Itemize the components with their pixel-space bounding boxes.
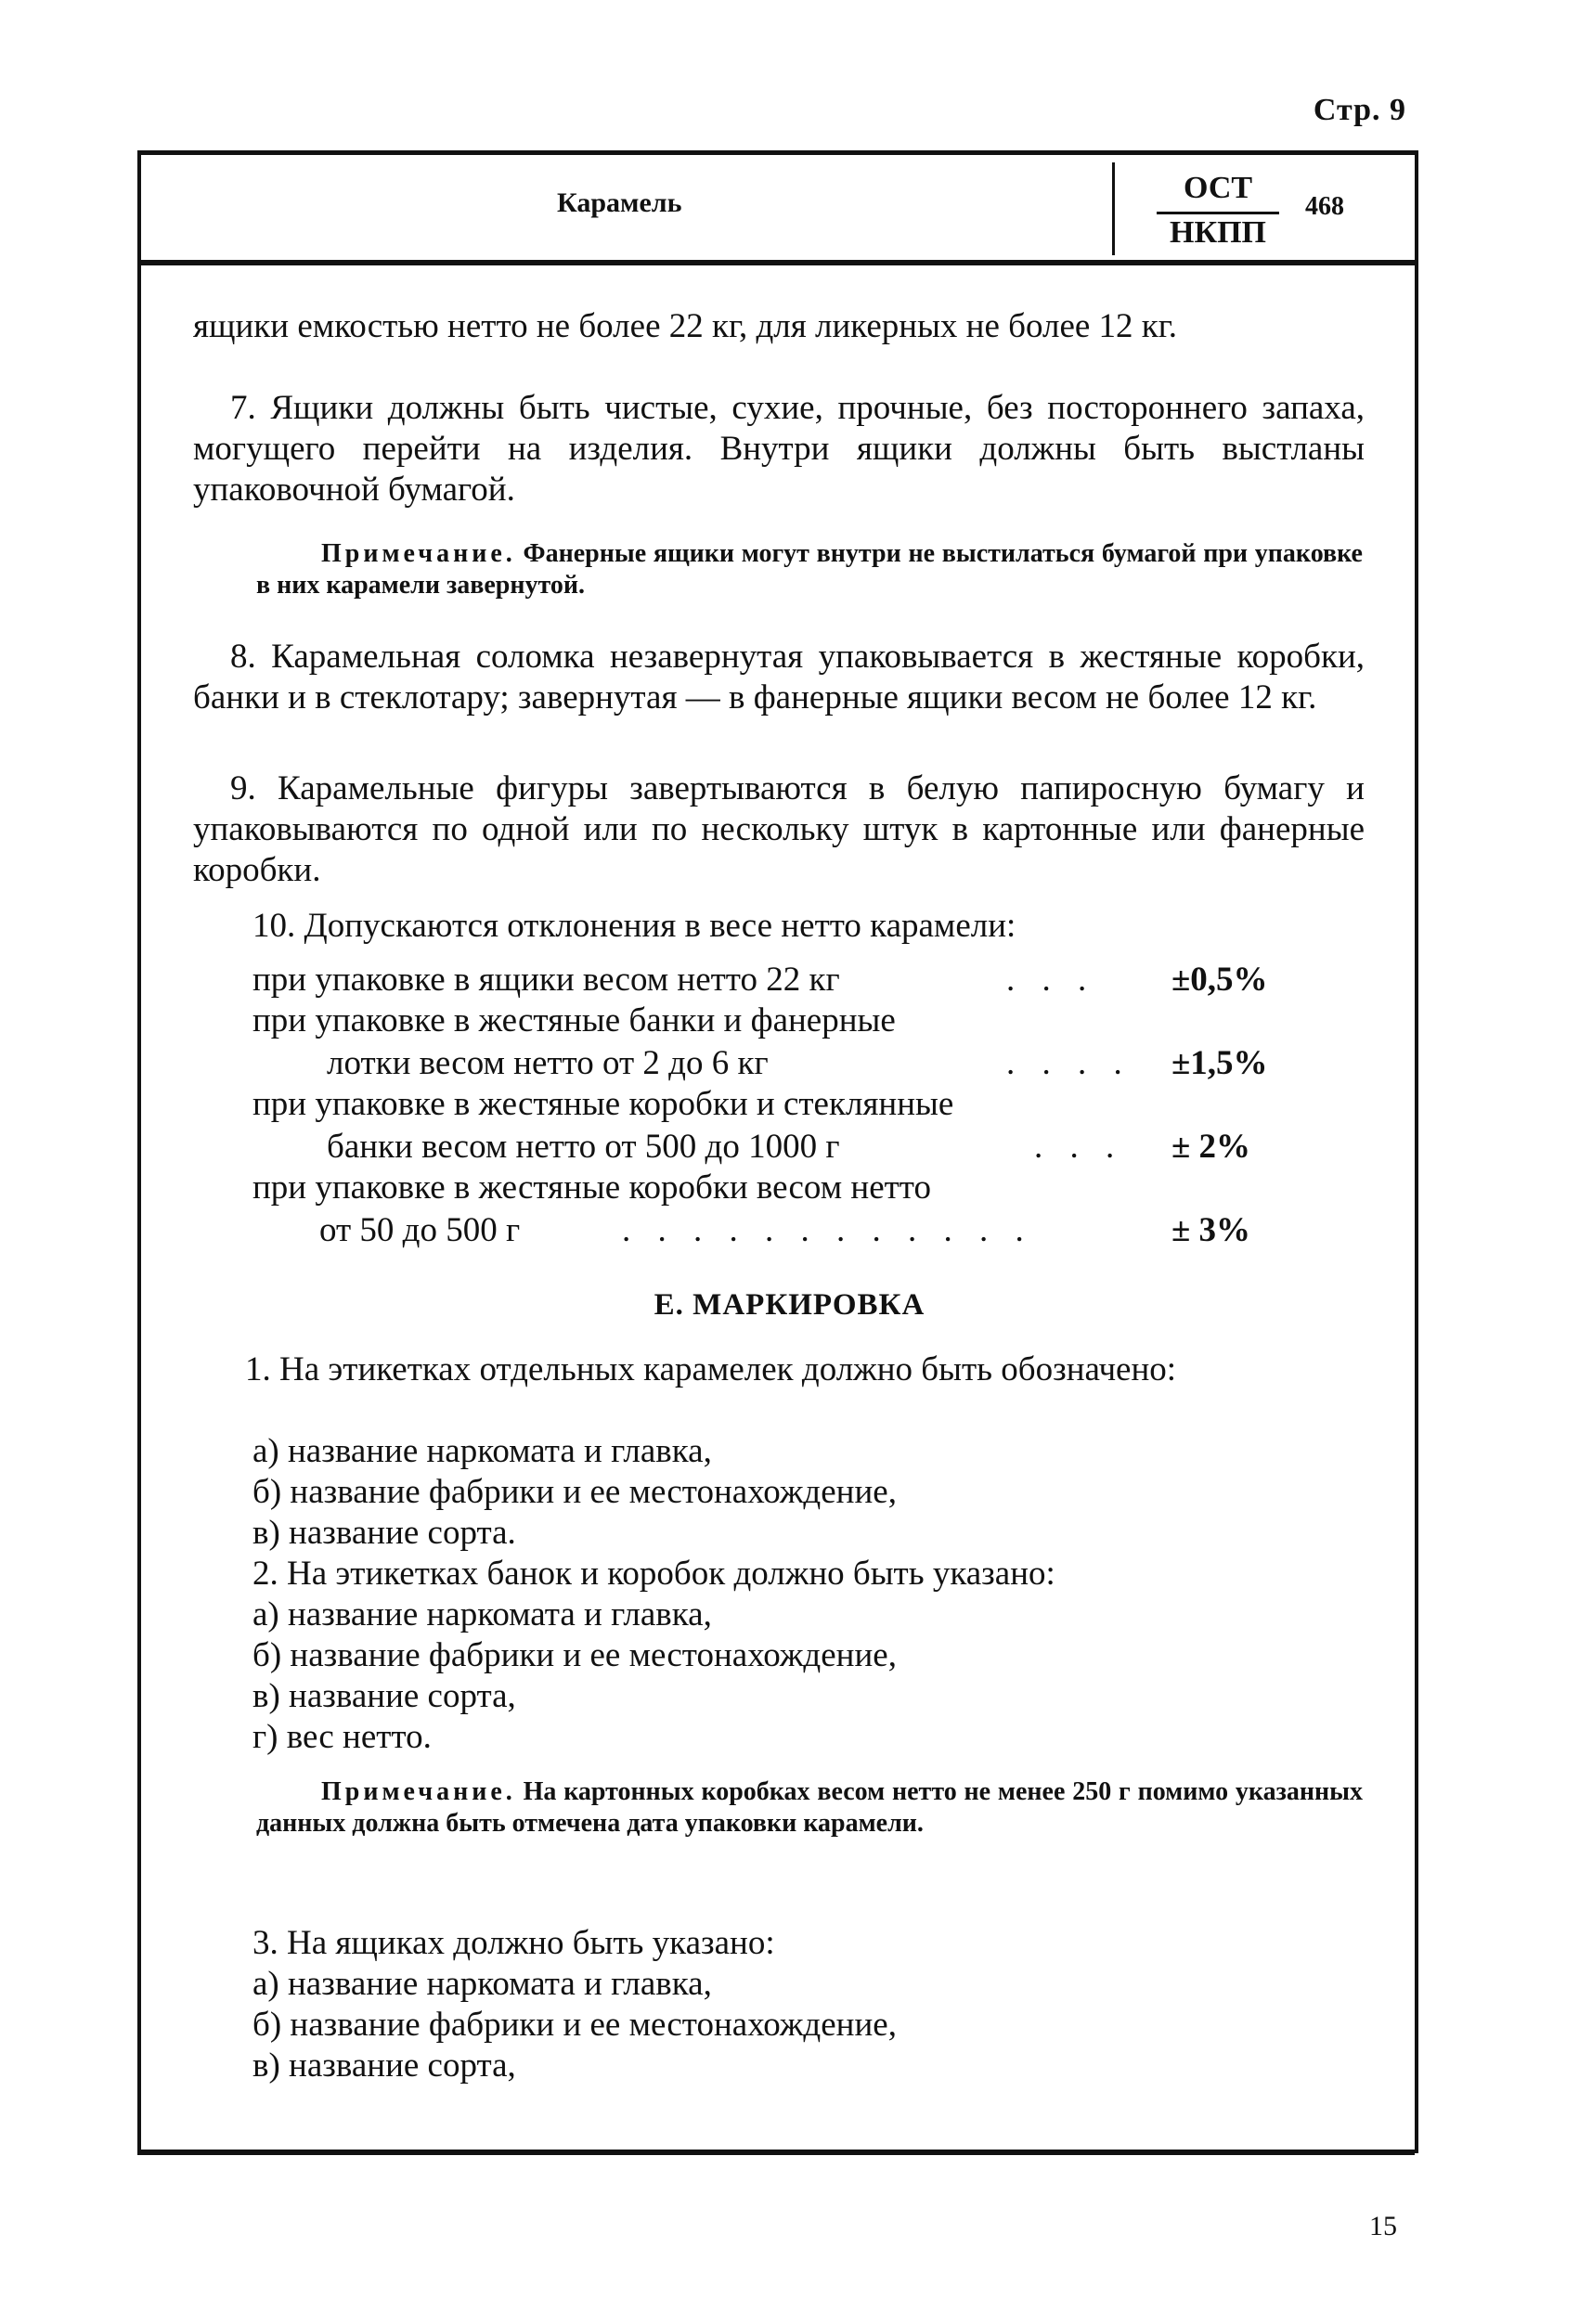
tolerance-line: лотки весом нетто от 2 до 6 кг [327,1044,769,1082]
tolerance-dots: . . . [1034,1128,1124,1166]
page-label: Стр. 9 [1313,93,1406,127]
list-item: б) название фабрики и ее местонахождение, [252,2006,897,2044]
tolerance-dots: . . . . . . . . . . . . [622,1211,1033,1249]
paragraph-continuation: ящики емкостью нетто не более 22 кг, для ликерных не более 12 кг. [193,307,1178,345]
list-item: а) название наркомата и главка, [252,1432,712,1470]
tolerance-line: при упаковке в ящики весом нетто 22 кг [252,961,840,999]
bottom-rule [137,2150,1415,2155]
marking-paragraph-2: 2. На этикетках банок и коробок должно быть указано: [252,1555,1055,1593]
top-rule [137,150,1415,155]
header-rule [137,260,1415,265]
header-code-number: 468 [1305,192,1344,221]
note-1-text: Фанерные ящики могут внутри не выстилаться бумагой при упаковке в них карамели завернутой. [256,539,1363,600]
list-item: в) название сорта. [252,1514,516,1552]
list-item: г) вес нетто. [252,1718,432,1756]
footer-page-number: 15 [1369,2211,1397,2241]
paragraph-8: 8. Карамельная соломка незавернутая упаковывается в жестяные коробки, банки и в стеклотару; завернутая — в фанерные ящики весом не более 12 кг. [193,638,1365,717]
header-code-fraction-line [1157,212,1279,214]
list-item: в) название сорта, [252,2046,516,2085]
header-divider [1112,162,1115,255]
tolerance-dots: . . . . [1006,1044,1132,1082]
tolerance-value: ±1,5% [1171,1044,1268,1082]
note-2-text: На картонных коробках весом нетто не менее 250 г помимо указанных данных должна быть отмечена дата упаковки карамели. [256,1777,1363,1838]
header-title: Карамель [557,187,682,218]
tolerance-line: при упаковке в жестяные коробки весом нетто [252,1168,931,1207]
tolerance-value: ± 3% [1171,1211,1251,1249]
list-item: б) название фабрики и ее местонахождение, [252,1473,897,1511]
header-code-bottom: НКПП [1170,215,1266,250]
paragraph-7: 7. Ящики должны быть чистые, сухие, прочные, без постороннего запаха, могущего перейти на изделия. Внутри ящики должны быть выстланы упаковочной бумагой. [193,389,1365,509]
tolerance-value: ±0,5% [1171,961,1268,999]
list-item: а) название наркомата и главка, [252,1965,712,2003]
tolerance-value: ± 2% [1171,1128,1251,1166]
list-item: б) название фабрики и ее местонахождение, [252,1636,897,1674]
note-2-label: Примечание. [321,1777,516,1806]
note-2 [256,1776,1363,1840]
list-item: а) название наркомата и главка, [252,1595,712,1633]
section-title: Е. МАРКИРОВКА [654,1288,925,1322]
tolerance-line: при упаковке в жестяные банки и фанерные [252,1001,896,1039]
marking-paragraph-3: 3. На ящиках должно быть указано: [252,1924,775,1962]
tolerance-line: от 50 до 500 г [319,1211,521,1249]
marking-paragraph-1: 1. На этикетках отдельных карамелек должно быть обозначено: [245,1350,1177,1388]
paragraph-10: 10. Допускаются отклонения в весе нетто карамели: [252,907,1016,945]
tolerance-dots: . . . [1006,961,1096,999]
list-item: в) название сорта, [252,1677,516,1715]
paragraph-9: 9. Карамельные фигуры завертываются в белую папиросную бумагу и упаковываются по одной или по нескольку штук в картонные или фанерные коробки. [193,769,1365,889]
note-1-label: Примечание. [321,539,516,568]
note-1 [256,538,1363,601]
tolerance-line: банки весом нетто от 500 до 1000 г [327,1128,840,1166]
tolerance-line: при упаковке в жестяные коробки и стеклянные [252,1085,954,1123]
header-code-top: ОСТ [1183,171,1253,205]
